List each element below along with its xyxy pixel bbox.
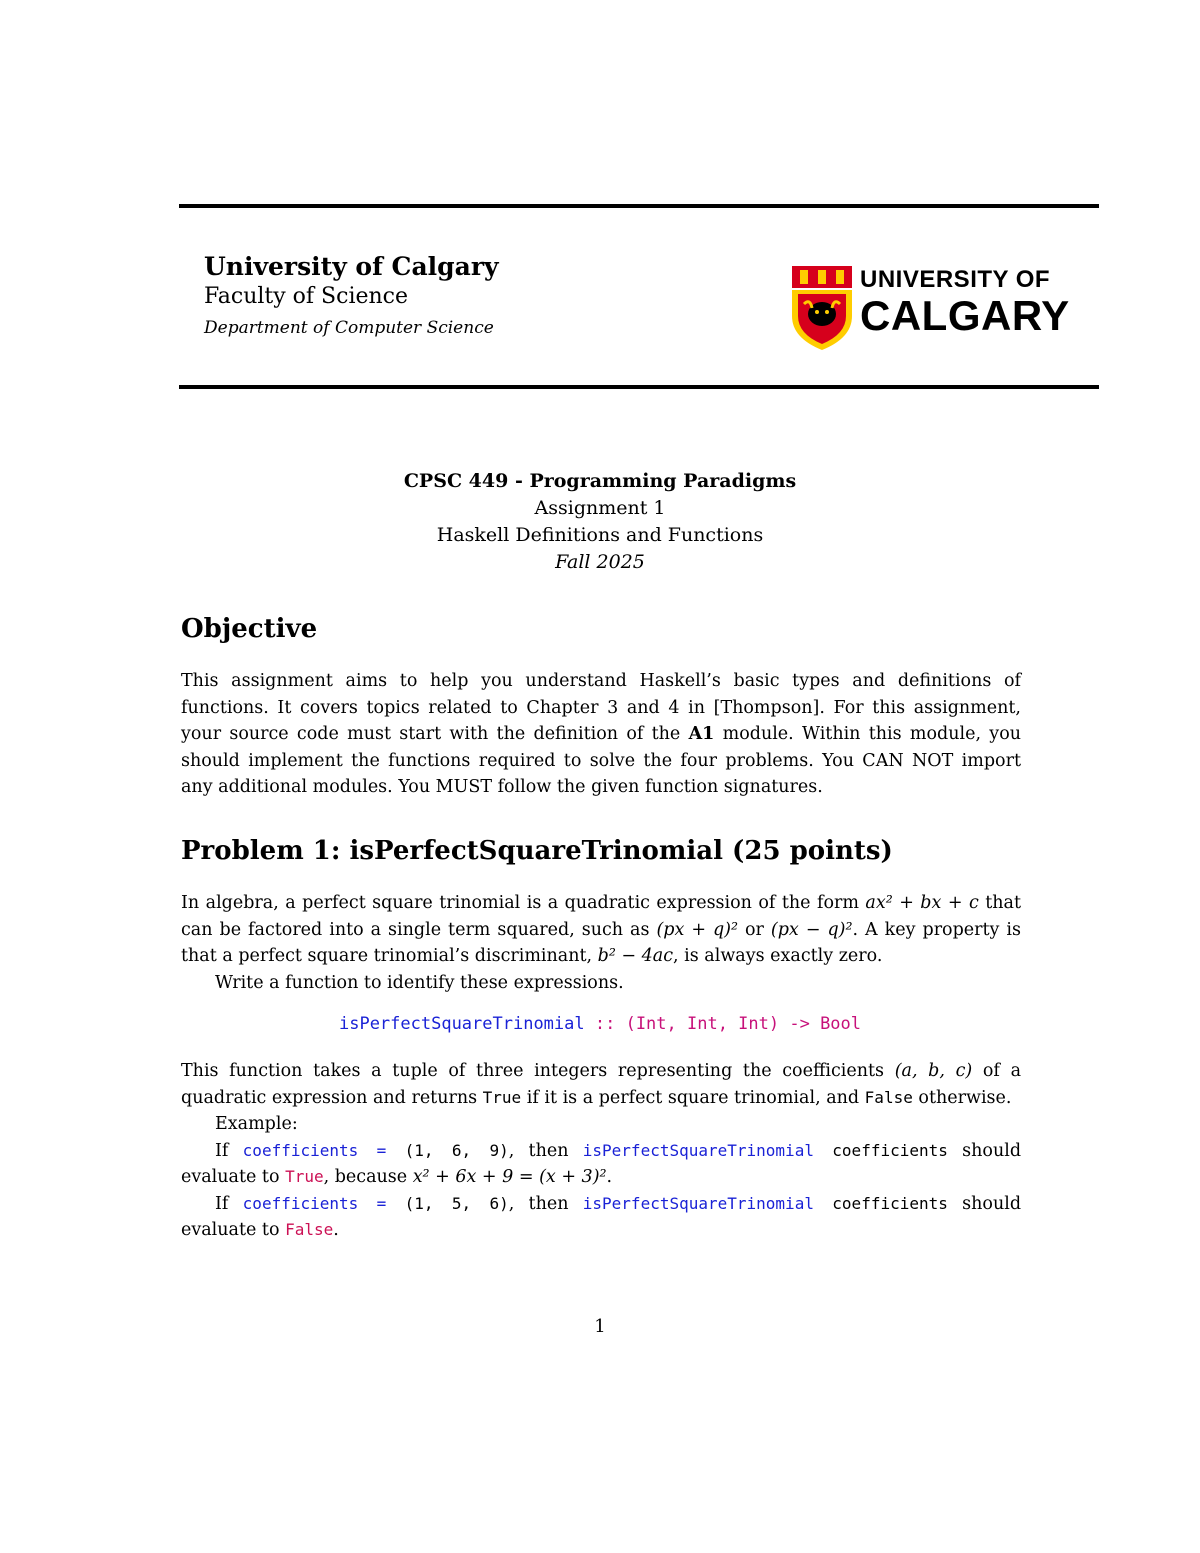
department-name: Department of Computer Science bbox=[204, 318, 494, 339]
objective-text-2: module. Within this module, you should implement the functions required to solve the four problems. You CAN NOT import any additional modules. You MUST follow the given function signatures. bbox=[181, 724, 1021, 797]
crest-icon bbox=[790, 264, 854, 352]
ex1-result: True bbox=[285, 1167, 324, 1186]
example-label: Example: bbox=[215, 1114, 298, 1134]
sig-sep: :: bbox=[584, 1014, 626, 1034]
form-expression: ax² + bx + c bbox=[865, 893, 979, 913]
instruction: Write a function to identify these expressions. bbox=[215, 972, 624, 993]
ex1-because: , because bbox=[323, 1167, 413, 1187]
ex2-var: coefficients bbox=[242, 1193, 359, 1213]
logo-line-1: UNIVERSITY OF bbox=[860, 266, 1051, 293]
ex2-arg: coefficients bbox=[813, 1193, 948, 1213]
ex1-tuple: (1, 6, 9) bbox=[404, 1140, 509, 1160]
factor-b: (px − q)² bbox=[770, 919, 853, 940]
title-block bbox=[0, 468, 1200, 576]
assignment-number: Assignment 1 bbox=[534, 497, 666, 519]
sig-return: Bool bbox=[820, 1014, 862, 1034]
factor-a: (px + q)² bbox=[656, 919, 739, 940]
desc-text-3: if it is a perfect square trinomial, and bbox=[521, 1087, 865, 1108]
term: Fall 2025 bbox=[555, 551, 645, 573]
ex1-then: , then bbox=[508, 1140, 583, 1161]
ex2-tuple: (1, 5, 6) bbox=[404, 1193, 509, 1213]
module-name: A1 bbox=[688, 724, 715, 744]
sig-name: isPerfectSquareTrinomial bbox=[338, 1014, 585, 1034]
function-signature bbox=[0, 1014, 1200, 1034]
desc-text-2: of a quadratic expression and returns bbox=[181, 1061, 1022, 1108]
intro-text-4: , is always exactly zero. bbox=[673, 946, 883, 966]
assignment-subtitle: Haskell Definitions and Functions bbox=[436, 524, 764, 546]
example-1 bbox=[181, 1138, 1021, 1191]
sig-arrow: -> bbox=[779, 1014, 821, 1034]
intro-text-2: that can be factored into a single term squared, such as bbox=[181, 893, 1021, 940]
coefficient-tuple: (a, b, c) bbox=[894, 1061, 973, 1081]
sig-args: (Int, Int, Int) bbox=[625, 1014, 780, 1034]
ex2-fn: isPerfectSquareTrinomial bbox=[582, 1193, 814, 1213]
discriminant: b² − 4ac bbox=[597, 946, 674, 966]
ex2-eq: = bbox=[358, 1193, 405, 1213]
ex1-var: coefficients bbox=[242, 1140, 359, 1160]
top-rule bbox=[179, 204, 1099, 208]
example-2 bbox=[181, 1191, 1021, 1244]
logo-line-2: CALGARY bbox=[860, 292, 1070, 339]
faculty-name: Faculty of Science bbox=[204, 284, 409, 309]
university-name: University of Calgary bbox=[204, 252, 499, 281]
objective-text-1: This assignment aims to help you understand Haskell’s basic types and definitions of functions. It covers topics related to Chapter 3 and 4 in [Thompson]. For this assignment, your source code must start with the definition of the bbox=[181, 671, 1021, 744]
page-number: 1 bbox=[594, 1316, 606, 1337]
ex2-then: , then bbox=[508, 1193, 583, 1214]
ex1-end: . bbox=[606, 1167, 613, 1187]
ex1-should: should evaluate to bbox=[181, 1140, 1022, 1187]
bottom-rule bbox=[179, 385, 1099, 389]
institution-header bbox=[204, 252, 499, 339]
ex1-eq: = bbox=[358, 1140, 405, 1160]
ex2-result: False bbox=[285, 1220, 334, 1239]
intro-text-3: . A key property is that a perfect square trinomial’s discriminant, bbox=[181, 919, 1021, 966]
ex1-fn: isPerfectSquareTrinomial bbox=[582, 1140, 814, 1160]
course-title: CPSC 449 - Programming Paradigms bbox=[403, 470, 797, 492]
university-logo bbox=[790, 262, 1090, 352]
ex1-math: x² + 6x + 9 = (x + 3)² bbox=[412, 1167, 607, 1187]
logo-wordmark bbox=[860, 268, 1070, 337]
intro-or: or bbox=[738, 919, 771, 940]
desc-text-1: This function takes a tuple of three integers representing the coefficients bbox=[181, 1061, 895, 1081]
problem1-description bbox=[181, 1058, 1021, 1244]
ex1-if: If bbox=[215, 1140, 243, 1161]
ex2-if: If bbox=[215, 1193, 243, 1214]
problem1-heading: Problem 1: isPerfectSquareTrinomial (25 points) bbox=[181, 836, 893, 866]
true-literal: True bbox=[482, 1087, 522, 1107]
ex1-arg: coefficients bbox=[813, 1140, 948, 1160]
desc-text-4: otherwise. bbox=[912, 1087, 1012, 1108]
ex2-should: should evaluate to bbox=[181, 1193, 1022, 1240]
intro-text-1: In algebra, a perfect square trinomial is a quadratic expression of the form bbox=[181, 893, 866, 913]
ex2-end: . bbox=[333, 1220, 339, 1240]
objective-heading: Objective bbox=[181, 614, 318, 644]
objective-paragraph bbox=[181, 668, 1021, 801]
false-literal: False bbox=[864, 1087, 913, 1107]
problem1-intro bbox=[181, 890, 1021, 996]
